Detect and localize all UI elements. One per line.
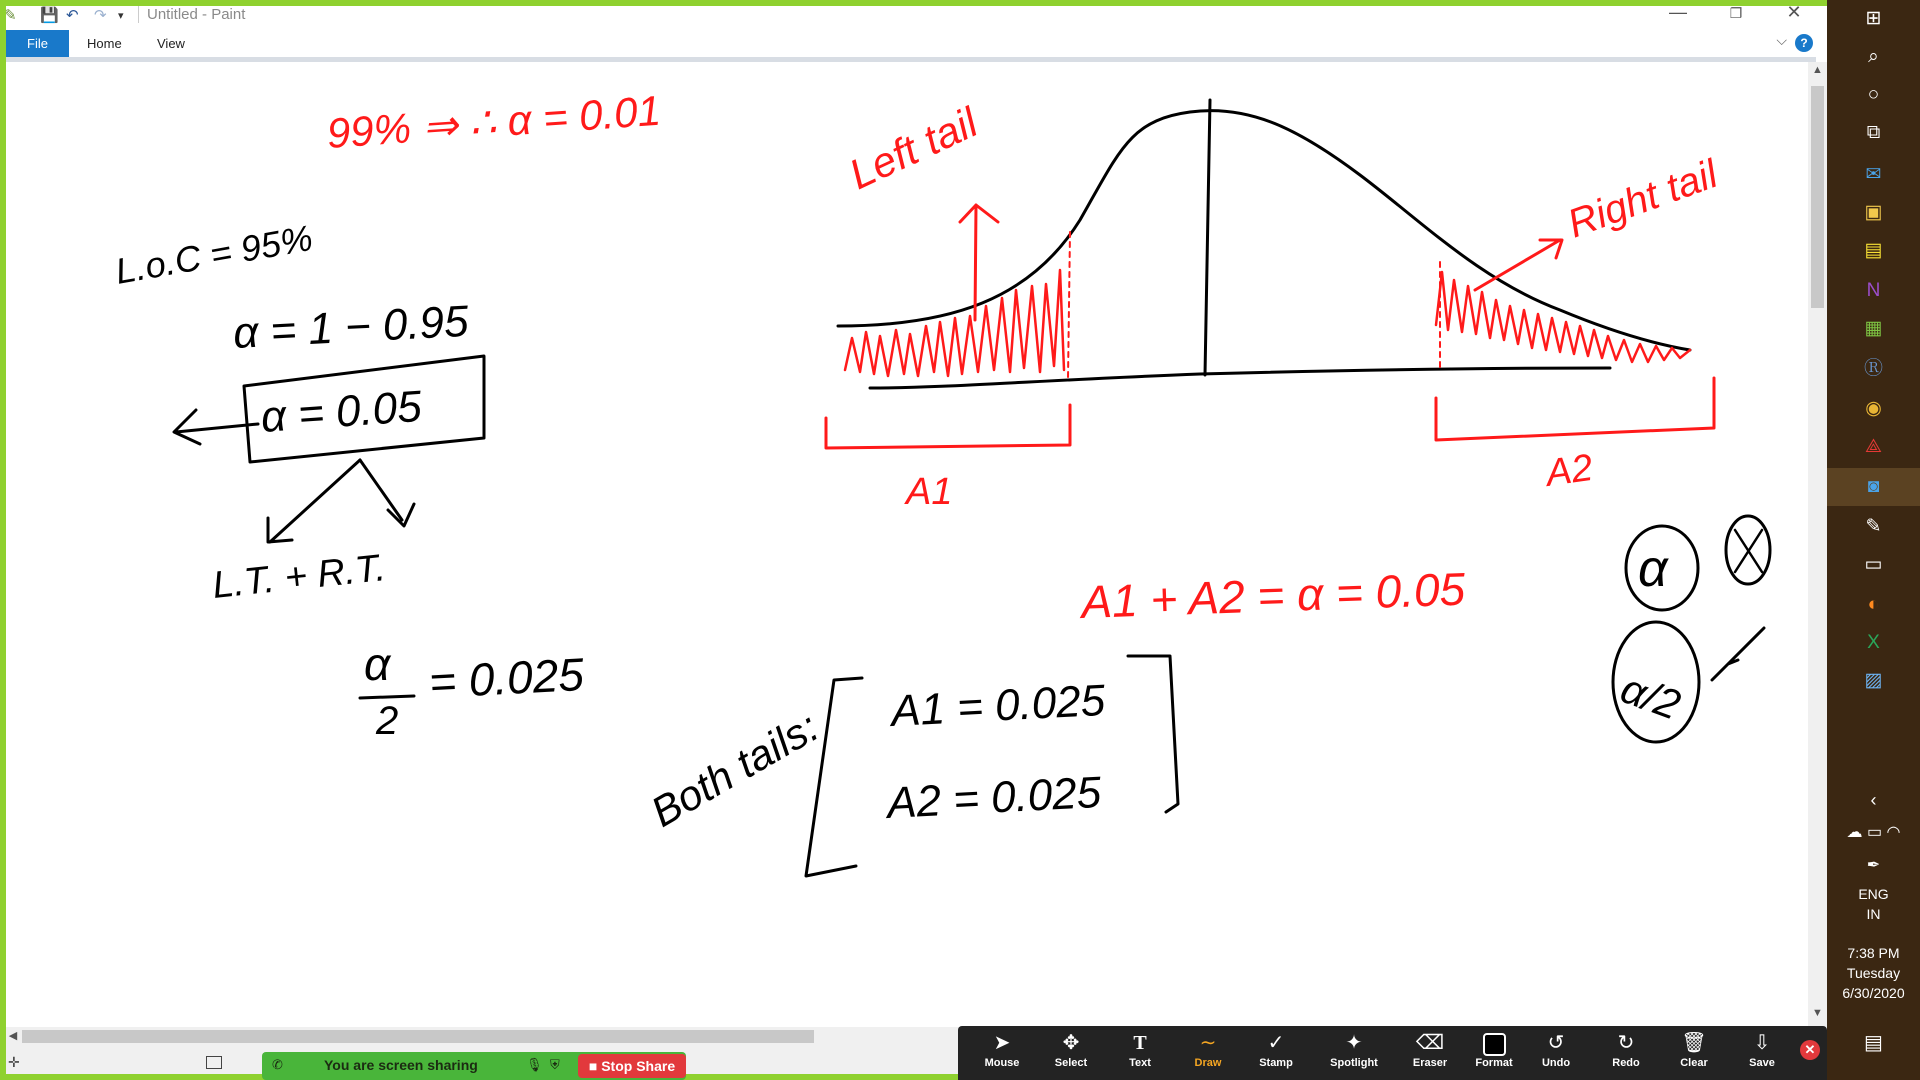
tray-status-icons[interactable]: ☁ ▭ ◠ — [1846, 824, 1901, 841]
left-tail-edge — [1068, 232, 1070, 378]
clock-day: Tuesday — [1846, 965, 1901, 981]
tool-format[interactable]: Format — [1462, 1030, 1526, 1078]
photos-icon[interactable]: ▨ — [1864, 670, 1883, 691]
note-a2-eq: A2 = 0.025 — [885, 767, 1103, 828]
minimize-button[interactable]: — — [1669, 2, 1687, 22]
note-alpha-circle: α — [1638, 540, 1668, 598]
tab-home[interactable]: Home — [87, 36, 122, 51]
shield-icon: ⛨ — [550, 1057, 560, 1072]
clock-time: 7:38 PM — [1847, 945, 1900, 961]
vertical-scroll-thumb[interactable] — [1811, 86, 1824, 308]
title-divider — [138, 5, 139, 23]
tool-save[interactable]: ⇩ Save — [1730, 1030, 1794, 1078]
tool-spotlight[interactable]: ✦ Spotlight — [1322, 1030, 1386, 1078]
fraction-bar — [360, 696, 414, 698]
collapse-ribbon-icon[interactable]: ⌵ — [1776, 32, 1787, 48]
tool-stamp[interactable]: ✓ Stamp — [1244, 1030, 1308, 1078]
undo-icon[interactable]: ↶ — [66, 7, 79, 24]
note-a1-eq: A1 = 0.025 — [889, 675, 1107, 736]
windows-taskbar — [1827, 0, 1920, 1080]
terminal-icon[interactable]: ▭ — [1864, 554, 1883, 575]
mouse-pointer-icon: ➤ — [993, 1032, 1011, 1054]
sticky-notes-icon[interactable]: ▤ — [1864, 240, 1883, 261]
stamp-check-icon: ✓ — [1267, 1032, 1285, 1054]
ribbon-tabs — [6, 30, 1827, 57]
note-alpha-val: α = 0.05 — [259, 381, 424, 442]
tab-file[interactable]: File — [6, 30, 69, 57]
redo-icon: ↻ — [1617, 1032, 1635, 1054]
show-hidden-icons-icon[interactable]: ‹ — [1870, 790, 1877, 810]
alpha-cross-mark — [1735, 530, 1762, 572]
selection-size-icon — [206, 1056, 222, 1069]
horizontal-scroll-thumb[interactable] — [22, 1030, 814, 1043]
window-title: Untitled - Paint — [147, 6, 246, 23]
language-code: ENG — [1858, 886, 1889, 902]
note-alpha-half-circle: α/2 — [1614, 664, 1687, 729]
tool-clear[interactable]: 🗑 Clear — [1662, 1030, 1726, 1078]
select-move-icon: ✥ — [1062, 1032, 1080, 1054]
right-tail-arrow — [1475, 240, 1562, 290]
vertical-scrollbar[interactable] — [1808, 62, 1827, 1027]
redo-icon[interactable]: ↷ — [94, 7, 107, 24]
help-icon[interactable]: ? — [1795, 34, 1813, 52]
format-swatch-icon — [1483, 1033, 1506, 1056]
chrome-icon[interactable]: ◉ — [1865, 398, 1882, 419]
language-indicator[interactable] — [1827, 886, 1920, 922]
both-tails-left-bracket — [806, 678, 862, 876]
onenote-icon[interactable]: N — [1866, 280, 1881, 301]
restore-button[interactable]: ❐ — [1729, 5, 1743, 21]
split-arrow-left — [268, 460, 360, 542]
note-lt-rt: L.T. + R.T. — [210, 547, 388, 607]
both-tails-right-bracket — [1128, 656, 1178, 812]
task-view-icon[interactable]: ⧉ — [1866, 122, 1881, 143]
cortana-icon[interactable]: ○ — [1867, 84, 1880, 105]
windows-start-icon[interactable]: ⊞ — [1865, 8, 1882, 29]
note-alpha-calc: α = 1 − 0.95 — [231, 296, 470, 358]
region-code: IN — [1866, 906, 1881, 922]
title-bar — [0, 0, 1827, 30]
save-download-icon: ⇩ — [1753, 1032, 1771, 1054]
customize-quick-access-icon[interactable]: ▾ — [118, 10, 124, 22]
eraser-icon: ⌫ — [1415, 1032, 1445, 1054]
right-tail-shading — [1436, 272, 1690, 362]
note-loc: L.o.C = 95% — [112, 216, 316, 292]
firefox-icon[interactable]: ◐ — [1867, 594, 1880, 615]
mic-muted-icon[interactable]: 🎙 — [526, 1057, 543, 1072]
a2-bracket — [1436, 378, 1714, 440]
paint-app-icon: ✎ — [4, 7, 17, 24]
screen-sharing-status: You are screen sharing — [324, 1057, 478, 1073]
note-sum: A1 + A2 = α = 0.05 — [1080, 562, 1466, 628]
text-icon: T — [1133, 1032, 1147, 1054]
close-annotate-button[interactable]: ✕ — [1800, 1040, 1820, 1060]
stop-share-button[interactable]: ■ Stop Share — [578, 1054, 686, 1078]
note-a2: A2 — [1543, 446, 1596, 495]
curve-baseline — [870, 368, 1610, 388]
annotate-toolbar — [958, 1026, 1827, 1080]
mail-icon[interactable]: ✉ — [1865, 164, 1882, 185]
cursor-position-icon: ✛ — [8, 1054, 20, 1070]
tab-view[interactable]: View — [157, 36, 185, 51]
screen-share-bar — [262, 1052, 686, 1080]
tool-undo[interactable]: ↺ Undo — [1524, 1030, 1588, 1078]
curve-center-line — [1205, 100, 1210, 375]
stop-share-label: Stop Share — [601, 1058, 676, 1074]
note-both-tails: Both tails: — [643, 702, 827, 836]
tool-draw[interactable]: ∼ Draw — [1176, 1030, 1240, 1078]
note-alpha-half-den: 2 — [376, 699, 399, 743]
spotlight-wand-icon: ✦ — [1345, 1032, 1363, 1054]
close-window-button[interactable]: ✕ — [1786, 2, 1802, 22]
zoom-icon[interactable]: ◙ — [1827, 468, 1920, 506]
note-alpha-half-num: α — [364, 638, 391, 690]
scroll-left-icon[interactable]: ◀ — [8, 1030, 18, 1042]
tool-eraser[interactable]: ⌫ Eraser — [1398, 1030, 1462, 1078]
paint-icon[interactable]: ✎ — [1865, 516, 1882, 537]
clock[interactable] — [1827, 945, 1920, 1001]
tool-redo[interactable]: ↻ Redo — [1594, 1030, 1658, 1078]
search-icon[interactable]: ⌕ — [1868, 46, 1879, 67]
excel-icon[interactable]: X — [1867, 632, 1880, 653]
share-phone-icon: ✆ — [272, 1057, 283, 1072]
left-tail-shading — [845, 270, 1064, 376]
tool-mouse[interactable]: ➤ Mouse — [970, 1030, 1034, 1078]
notifications-icon[interactable]: ▤ — [1864, 1032, 1883, 1054]
clock-date: 6/30/2020 — [1842, 985, 1905, 1001]
pen-icon[interactable]: ✒ — [1866, 857, 1881, 874]
note-right-tail: Right tail — [1562, 151, 1724, 247]
note-a1: A1 — [906, 471, 953, 513]
scroll-down-icon[interactable]: ▼ — [1812, 1007, 1823, 1019]
r-app-icon[interactable]: Ⓡ — [1863, 358, 1883, 379]
split-arrow-right — [360, 460, 414, 526]
acrobat-icon[interactable]: ⟁ — [1865, 436, 1882, 457]
undo-icon: ↺ — [1547, 1032, 1565, 1054]
trash-icon: 🗑 — [1681, 1032, 1707, 1054]
scroll-up-icon[interactable]: ▲ — [1812, 64, 1823, 76]
check-mark-icon — [1712, 628, 1764, 680]
file-explorer-icon[interactable]: ▣ — [1864, 202, 1883, 223]
notepad-icon[interactable]: ▦ — [1864, 318, 1883, 339]
note-left-tail: Left tail — [841, 98, 985, 199]
tool-text[interactable]: T Text — [1108, 1030, 1172, 1078]
ink-layer — [6, 62, 1808, 1027]
drawing-canvas[interactable] — [6, 62, 1808, 1027]
note-99: 99% ⇒ ∴ α = 0.01 — [325, 86, 663, 157]
save-icon[interactable]: 💾 — [40, 7, 59, 24]
note-alpha-half-val: = 0.025 — [427, 647, 586, 708]
a1-bracket — [826, 405, 1070, 448]
draw-squiggle-icon: ∼ — [1199, 1032, 1217, 1054]
tool-select[interactable]: ✥ Select — [1039, 1030, 1103, 1078]
